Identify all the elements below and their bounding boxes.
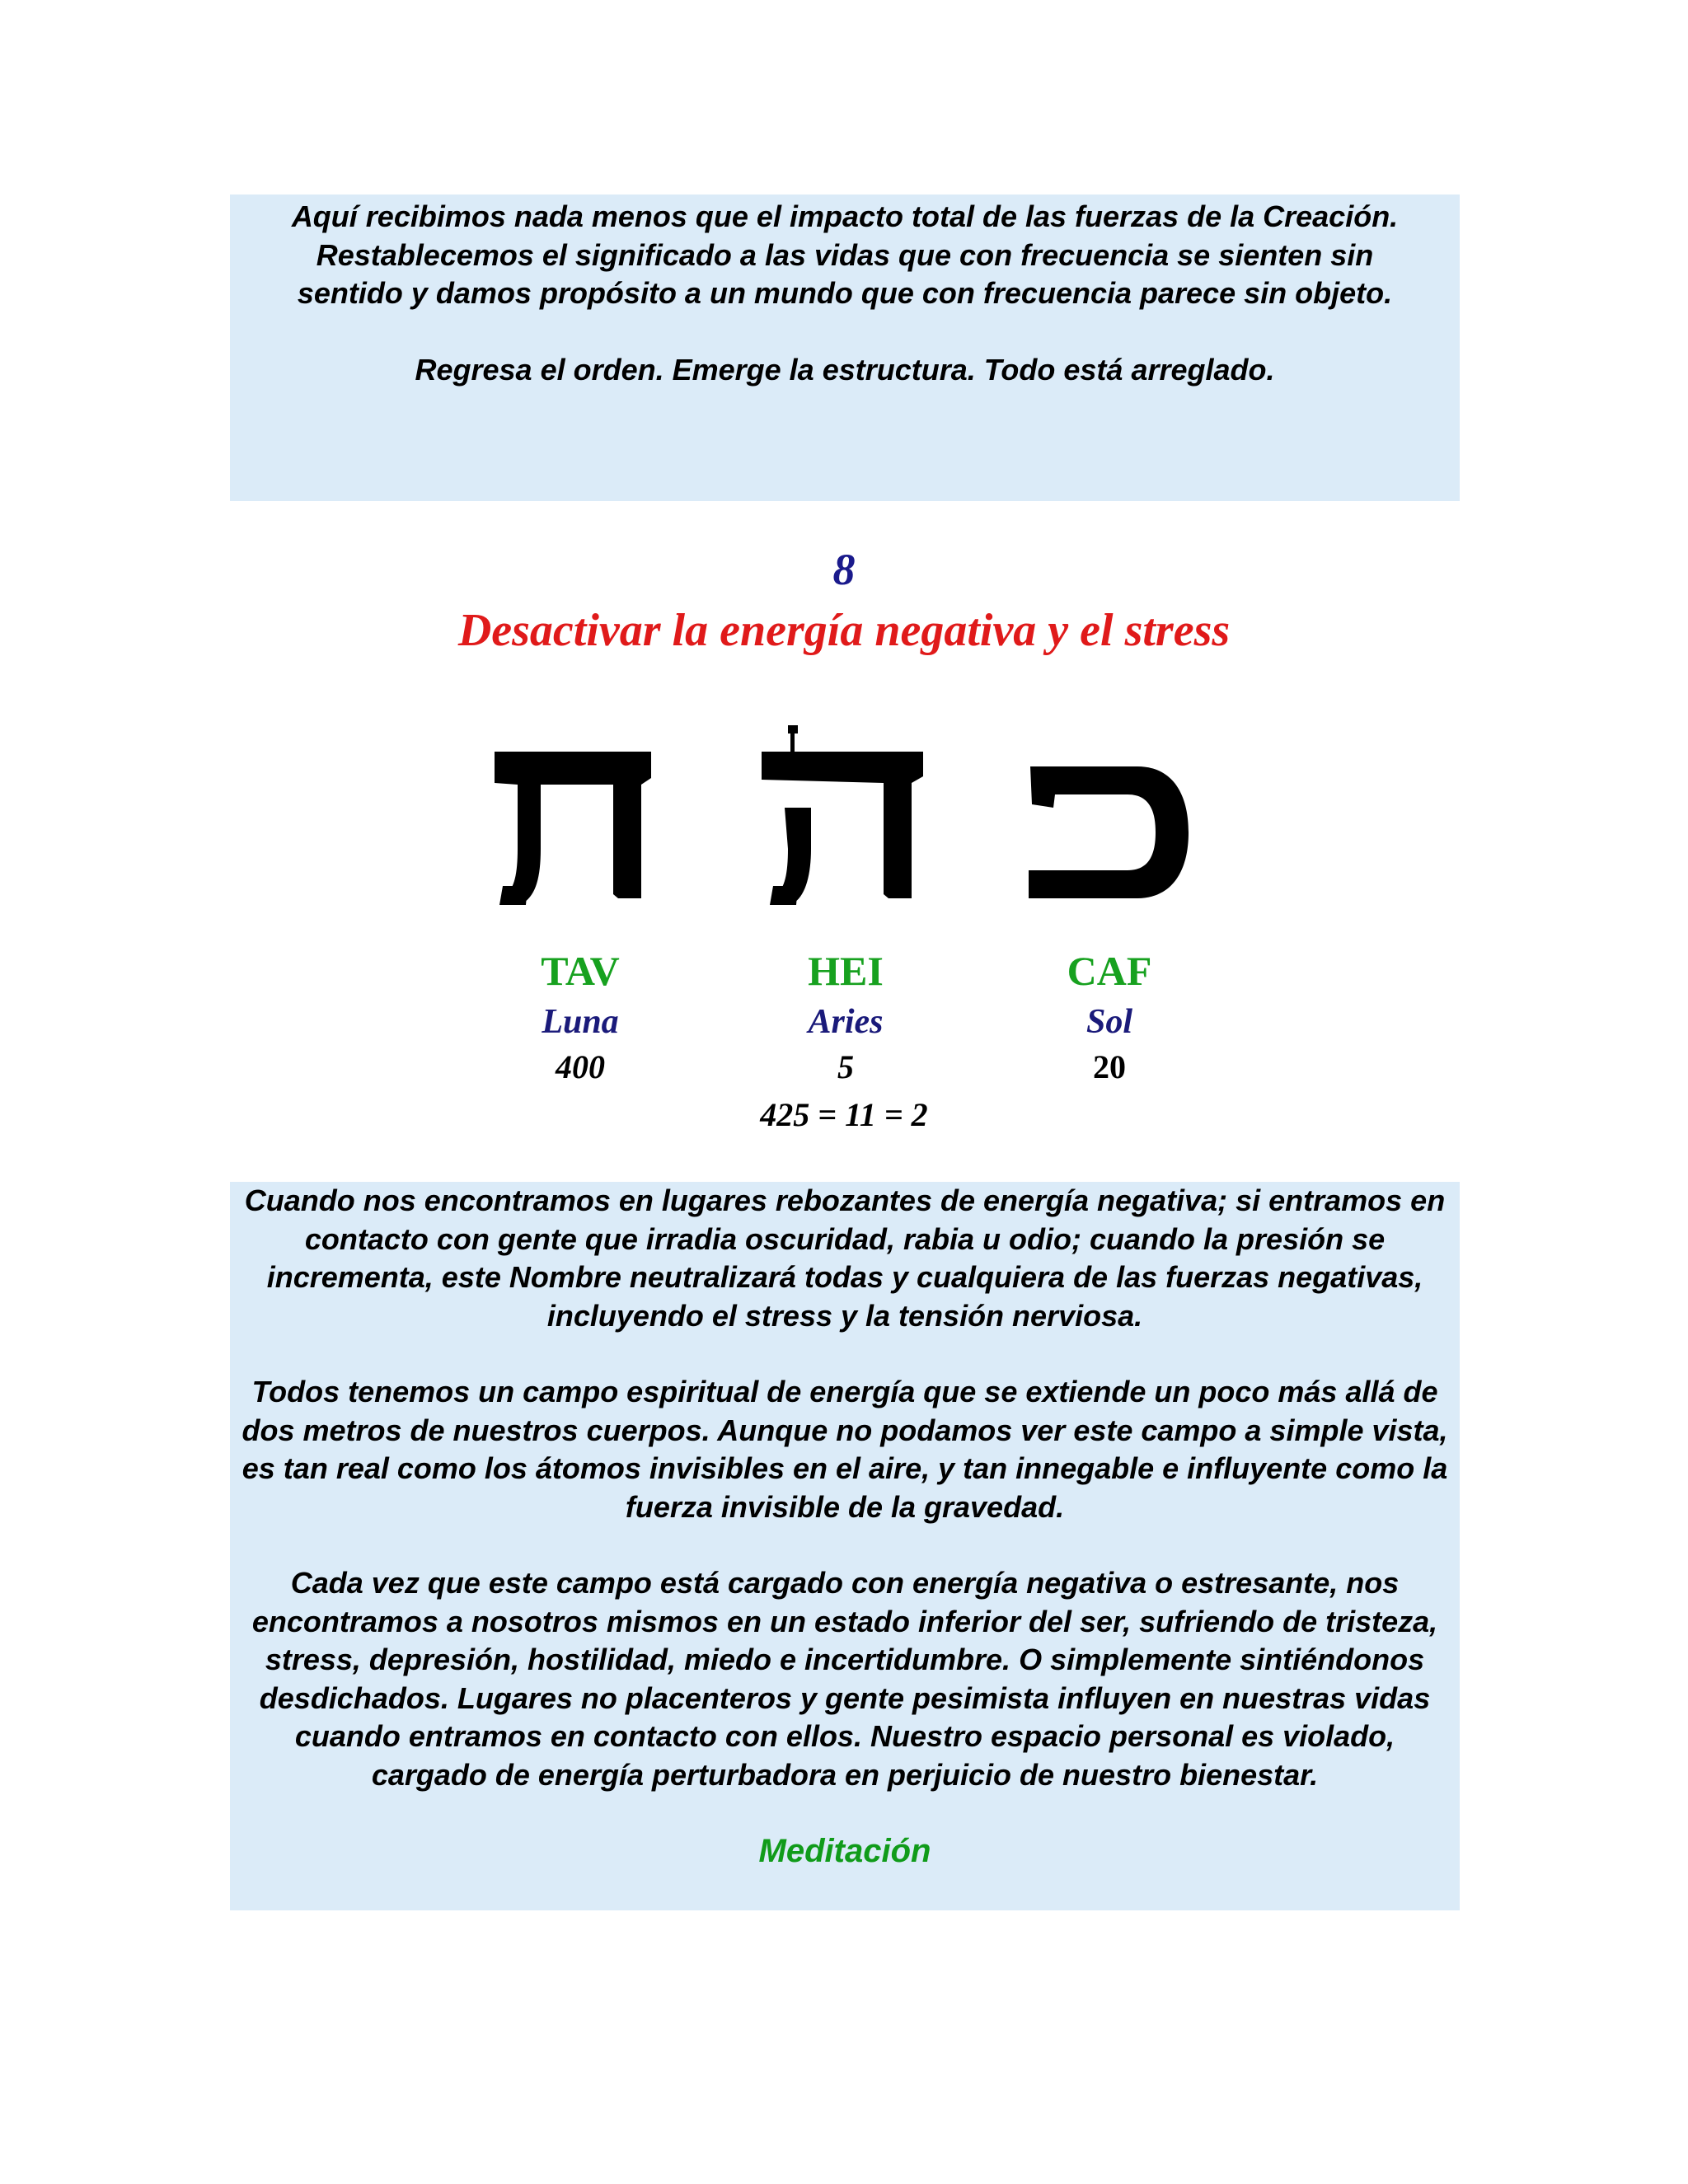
value-caf: 20 [1093,1048,1126,1085]
meditation-heading: Meditación [758,1833,931,1869]
paragraph-gap [230,313,1460,351]
planet-tav: Luna [542,1003,619,1041]
intro-box [230,194,1460,501]
description-paragraph-2: Todos tenemos un campo espiritual de energía que se extiende un poco más allá de dos metros de nuestros cuerpos. Aunque no podamos ver este campo a simple vista, es tan real como los átomos invisibles en el aire, y tan innegable e influyente como la fuerza invisible de la gravedad. [241,1375,1448,1524]
letter-name-tav: TAV [541,948,620,994]
letter-name-caf: CAF [1067,948,1152,994]
paragraph-gap [230,1526,1460,1564]
name-title: Desactivar la energía negativa y el stress [457,605,1231,656]
hebrew-hei-icon [762,725,923,905]
hebrew-kaf-icon [1029,766,1189,898]
intro-paragraph-2: Regresa el orden. Emerge la estructura. Todo está arreglado. [415,352,1275,387]
value-hei: 5 [837,1048,854,1085]
description-paragraph-3: Cada vez que este campo está cargado con energía negativa o estresante, nos encontramos a nosotros mismos en un estado inferior del ser, sufriendo de tristeza, stress, depresión, hostilidad, miedo e incertidumbre. O simplemente sintiéndonos desdichados. Lugares no placenteros y gente pesimista influyen en nuestras vidas cuando entramos en contacto con ellos. Nuestro espacio personal es violado, cargado de energía perturbadora en perjuicio de nuestro bienestar. [251,1566,1438,1792]
description-box [230,1182,1460,1910]
description-paragraph-1: Cuando nos encontramos en lugares rebozantes de energía negativa; si entramos en contacto con gente que irradia oscuridad, rabia u odio; cuando la presión se incrementa, este Nombre neutralizará todas y cualquiera de las fuerzas negativas, incluyendo el stress y la tensión nerviosa. [244,1183,1446,1333]
hebrew-letters [478,725,1203,915]
planet-hei: Aries [808,1003,884,1041]
name-number: 8 [832,545,856,594]
value-tav: 400 [556,1048,605,1085]
planet-caf: Sol [1085,1003,1133,1041]
intro-paragraph-1: Aquí recibimos nada menos que el impacto total de las fuerzas de la Creación. Restablecemos el significado a las vidas que con frecuencia se sienten sin sentido y damos propósito a un mundo que con frecuencia parece sin objeto. [291,199,1399,310]
total-value: 425 = 11 = 2 [760,1096,928,1133]
hebrew-tav-icon [495,752,651,905]
letter-name-hei: HEI [808,948,884,994]
paragraph-gap [230,1335,1460,1373]
